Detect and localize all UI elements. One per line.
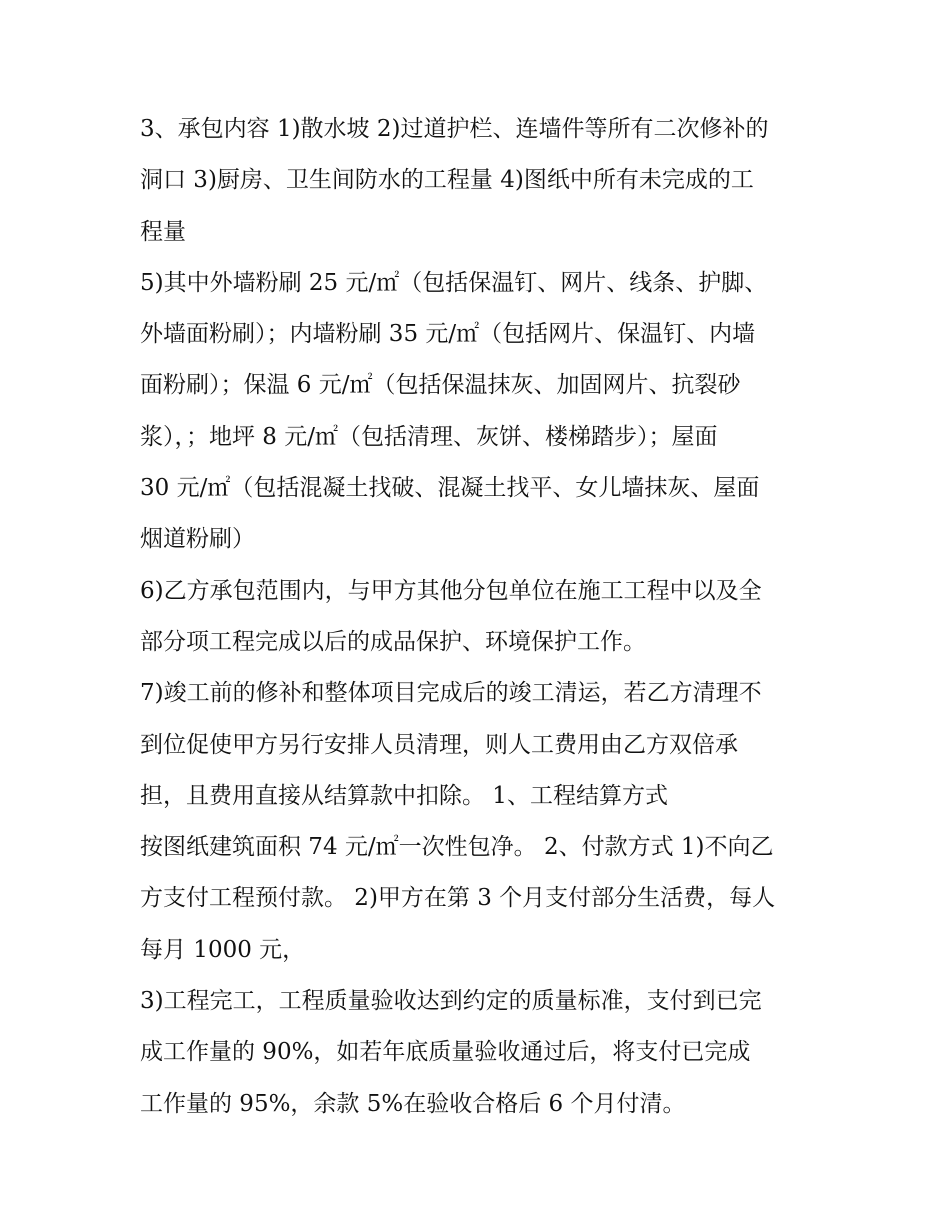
text-line: 30 元/㎡（包括混凝土找破、混凝土找平、女儿墙抹灰、屋面 bbox=[140, 475, 760, 502]
text-line: 部分项工程完成以后的成品保护、环境保护工作。 bbox=[140, 628, 646, 655]
text-line: 外墙面粉刷）；内墙粉刷 35 元/㎡（包括网片、保温钉、内墙 bbox=[140, 321, 756, 348]
text-line: 洞口 3)厨房、卫生间防水的工程量 4)图纸中所有未完成的工 bbox=[140, 167, 754, 194]
text-line: 每月 1000 元， bbox=[140, 936, 306, 963]
text-line: 程量 bbox=[140, 218, 186, 245]
text-line: 到位促使甲方另行安排人员清理，则人工费用由乙方双倍承 bbox=[140, 731, 738, 758]
text-line: 7)竣工前的修补和整体项目完成后的竣工清运，若乙方清理不 bbox=[140, 680, 762, 707]
text-line: 3、承包内容 1)散水坡 2)过道护栏、连墙件等所有二次修补的 bbox=[140, 116, 769, 142]
text-line: 5)其中外墙粉刷 25 元/㎡（包括保温钉、网片、线条、护脚、 bbox=[140, 269, 768, 296]
text-line: 工作量的 95%，余款 5%在验收合格后 6 个月付清。 bbox=[140, 1090, 686, 1117]
text-line: 成工作量的 90%，如若年底质量验收通过后，将支付已完成 bbox=[140, 1039, 751, 1066]
document-body bbox=[140, 104, 820, 1130]
text-line: 方支付工程预付款。 2)甲方在第 3 个月支付部分生活费，每人 bbox=[140, 885, 776, 912]
text-line: 面粉刷）；保温 6 元/㎡（包括保温抹灰、加固网片、抗裂砂 bbox=[140, 372, 741, 399]
text-line: 烟道粉刷） bbox=[140, 526, 255, 553]
text-line: 担，且费用直接从结算款中扣除。 1、工程结算方式 bbox=[140, 782, 668, 809]
text-line: 3)工程完工，工程质量验收达到约定的质量标准，支付到已完 bbox=[140, 988, 762, 1015]
text-line: 6)乙方承包范围内，与甲方其他分包单位在施工工程中以及全 bbox=[140, 577, 762, 604]
text-line: 按图纸建筑面积 74 元/㎡一次性包净。 2、付款方式 1)不向乙 bbox=[140, 834, 774, 861]
text-line: 浆），；地坪 8 元/㎡（包括清理、灰饼、楼梯踏步）；屋面 bbox=[140, 423, 718, 450]
